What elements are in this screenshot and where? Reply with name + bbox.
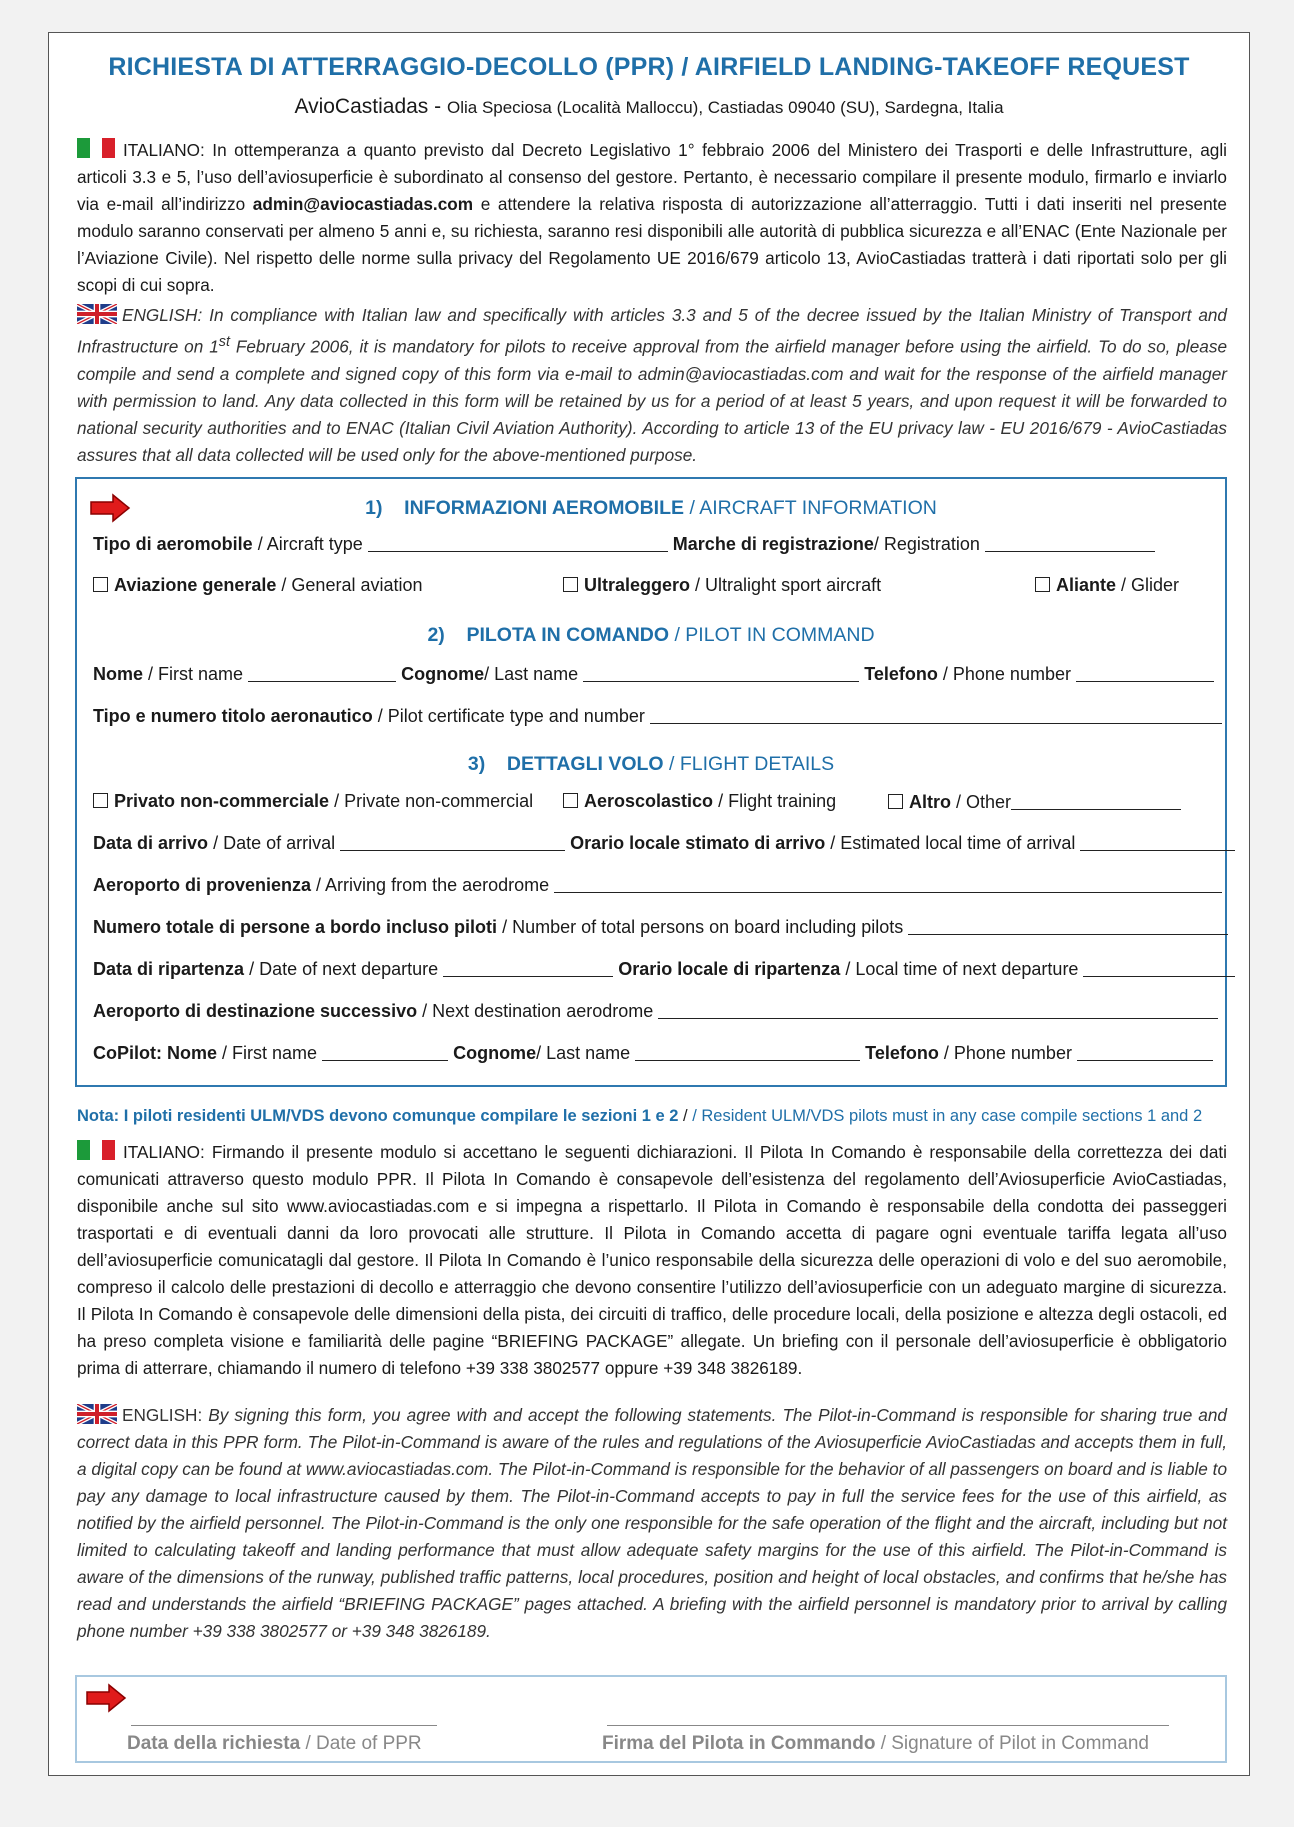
origin-row: Aeroporto di provenienza / Arriving from the aerodrome bbox=[93, 874, 1213, 896]
glider-option[interactable]: Aliante / Glider bbox=[1035, 575, 1179, 596]
org-address: Olia Speciosa (Località Malloccu), Castiadas 09040 (SU), Sardegna, Italia bbox=[446, 98, 1004, 117]
date-signature-line[interactable] bbox=[131, 1725, 437, 1726]
pilot-signature-line[interactable] bbox=[607, 1725, 1169, 1726]
date-of-ppr-label: Data della richiesta / Date of PPR bbox=[127, 1733, 422, 1754]
aircraft-type-field[interactable] bbox=[368, 533, 668, 552]
pilot-last-name-field[interactable] bbox=[583, 663, 859, 682]
pilot-cert-row: Tipo e numero titolo aeronautico / Pilot certificate type and number bbox=[93, 705, 1213, 727]
section-1-heading: 1) INFORMAZIONI AEROMOBILE / AIRCRAFT INFORMATION bbox=[365, 497, 937, 519]
departure-date-field[interactable] bbox=[443, 958, 613, 977]
checkbox[interactable] bbox=[93, 577, 108, 592]
training-option[interactable]: Aeroscolastico / Flight training bbox=[563, 791, 836, 812]
resident-pilots-note: Nota: I piloti residenti ULM/VDS devono comunque compilare le sezioni 1 e 2 / / Resident ULM/VDS pilots must in any case compile sections 1 and 2 bbox=[77, 1107, 1203, 1125]
terms-english: ENGLISH: By signing this form, you agree with and accept the following statements. The Pilot-in-Command is responsible for sharing true and correct data in this PPR form. The Pilot-in-Command is aware of the rules and regulations of the Aviosuperficie AvioCastiadas and accepts them in full, a digital copy can be found at www.aviocastiadas.com. The Pilot-in-Command is responsible for the behavior of all passengers on board and is liable to pay any damage to local infrastructure caused by them. The Pilot-in-Command accepts to pay in full the service fees for the use of this airfield, as notified by the airfield personnel. The Pilot-in-Command is the only one responsible for the safe operation of the flight and the aircraft, including but not limited to calculating takeoff and landing performance that must allow adequate safety margins for the use of this airfield. The Pilot-in-Command is aware of the dimensions of the runway, published traffic patterns, local procedures, position and height of local obstacles, and confirms that he/she has read and understands the airfield “BRIEFING PACKAGE” pages attached. A briefing with the airfield personnel is mandatory prior to arrival by calling phone number +39 338 3802577 or +39 348 3826189. bbox=[77, 1405, 1227, 1641]
uk-flag-icon bbox=[77, 304, 117, 324]
copilot-first-name-field[interactable] bbox=[322, 1042, 448, 1061]
persons-field[interactable] bbox=[908, 916, 1228, 935]
terms-italian: ITALIANO: Firmando il presente modulo si accettano le seguenti dichiarazioni. Il Pilota In Comando è responsabile della correttezza dei dati comunicati attraverso questo modulo PPR. Il Pilota In Comando è consapevole dell’esistenza del regolamento dell’Aviosuperficie AvioCastiadas, disponibile anche sul sito www.aviocastiadas.com e si impegna a rispettarlo. Il Pilota in Comando è responsabile della condotta dei passeggeri trasportati e di eventuali danni da loro provocati alle strutture. Il Pilota in Comando accetta di pagare ogni eventuale tariffa legata all’uso dell’aviosuperficie comunicatagli dal gestore. Il Pilota In Comando è l’unico responsabile della sicurezza delle operazioni di volo e del suo aeromobile, compreso il calcolo delle prestazioni di decollo e atterraggio che devono consentire l’utilizzo dell’aviosuperficie con un adeguato margine di sicurezza. Il Pilota In Comando è consapevole delle dimensioni della pista, dei circuiti di traffico, delle procedure locali, della posizione e altezza degli ostacoli, ed ha preso completa visione e familiarità delle pagine “BRIEFING PACKAGE” allegate. Un briefing con il personale dell’aviosuperficie è obbligatorio prima di atterrare, chiamando il numero di telefono +39 338 3802577 oppure +39 348 3826189. bbox=[77, 1142, 1227, 1378]
intro-italian: ITALIANO: In ottemperanza a quanto previsto dal Decreto Legislativo 1° febbraio 2006 del Ministero dei Trasporti e delle Infrastrutture, agli articoli 3.3 e 5, l’uso dell’aviosuperficie è subordinato al consenso del gestore. Pertanto, è necessario compilare il presente modulo, firmarlo e inviarlo via e-mail all’indirizzo admin@aviocastiadas.com e attendere la relativa risposta di autorizzazione all’atterraggio. Tutti i dati inseriti nel presente modulo saranno conservati per almeno 5 anni e, su richiesta, saranno resi disponibili alle autorità di pubblica sicurezza e all’ENAC (Ente Nazionale per l’Aviazione Civile). Nel rispetto delle norme sulla privacy del Regolamento UE 2016/679 articolo 13, AvioCastiadas tratterà i dati riportati solo per gli scopi di cui sopra. bbox=[77, 140, 1227, 295]
uk-flag-icon bbox=[77, 1404, 117, 1424]
ppr-form-page bbox=[48, 32, 1250, 1776]
italy-flag-icon bbox=[77, 138, 115, 158]
aircraft-row: Tipo di aeromobile / Aircraft type Marche di registrazione/ Registration bbox=[93, 533, 1213, 555]
section-2-heading: 2) PILOTA IN COMANDO / PILOT IN COMMAND bbox=[427, 624, 875, 646]
destination-field[interactable] bbox=[658, 1000, 1218, 1019]
italy-flag-icon bbox=[77, 1140, 115, 1160]
signature-box bbox=[75, 1675, 1227, 1763]
departure-row: Data di ripartenza / Date of next departure Orario locale di ripartenza / Local time of next departure bbox=[93, 958, 1213, 980]
red-arrow-icon bbox=[85, 1683, 127, 1713]
org-name: AvioCastiadas - bbox=[294, 95, 442, 118]
private-option[interactable]: Privato non-commerciale / Private non-commercial bbox=[93, 791, 533, 812]
other-option[interactable]: Altro / Other bbox=[888, 791, 1181, 813]
checkbox[interactable] bbox=[563, 793, 578, 808]
general-aviation-option[interactable]: Aviazione generale / General aviation bbox=[93, 575, 423, 596]
checkbox[interactable] bbox=[1035, 577, 1050, 592]
intro-english: ENGLISH: In compliance with Italian law and specifically with articles 3.3 and 5 of the decree issued by the Italian Ministry of Transport and Infrastructure on 1st February 2006, it is mandatory for pilots to receive approval from the airfield manager before using the airfield. To do so, please compile and send a complete and signed copy of this form via e-mail to admin@aviocastiadas.com and wait for the response of the airfield manager with permission to land. Any data collected in this form will be retained by us for a period of at least 5 years, and upon request it will be forwarded to national security authorities and to ENAC (Italian Civil Aviation Authority). According to article 13 of the EU privacy law - EU 2016/679 - AvioCastiadas assures that all data collected will be used only for the above-mentioned purpose. bbox=[77, 305, 1228, 465]
persons-row: Numero totale di persone a bordo incluso piloti / Number of total persons on board including pilots bbox=[93, 916, 1213, 938]
copilot-phone-field[interactable] bbox=[1077, 1042, 1213, 1061]
email-link[interactable]: admin@aviocastiadas.com bbox=[252, 194, 474, 214]
page-subtitle bbox=[49, 95, 1249, 119]
ultralight-option[interactable]: Ultraleggero / Ultralight sport aircraft bbox=[563, 575, 881, 596]
checkbox[interactable] bbox=[563, 577, 578, 592]
pilot-phone-field[interactable] bbox=[1076, 663, 1214, 682]
section-3-heading: 3) DETTAGLI VOLO / FLIGHT DETAILS bbox=[467, 753, 835, 775]
registration-field[interactable] bbox=[985, 533, 1155, 552]
arrival-row: Data di arrivo / Date of arrival Orario locale stimato di arrivo / Estimated local time of arrival bbox=[93, 832, 1213, 854]
pilot-name-row: Nome / First name Cognome/ Last name Telefono / Phone number bbox=[93, 663, 1213, 685]
pilot-signature-label: Firma del Pilota in Commando / Signature of Pilot in Command bbox=[602, 1733, 1149, 1754]
origin-field[interactable] bbox=[554, 874, 1222, 893]
form-box bbox=[75, 477, 1227, 1087]
checkbox[interactable] bbox=[888, 794, 903, 809]
destination-row: Aeroporto di destinazione successivo / Next destination aerodrome bbox=[93, 1000, 1213, 1022]
departure-time-field[interactable] bbox=[1083, 958, 1235, 977]
other-field[interactable] bbox=[1011, 791, 1181, 810]
pilot-first-name-field[interactable] bbox=[248, 663, 396, 682]
page-title: RICHIESTA DI ATTERRAGGIO-DECOLLO (PPR) / AIRFIELD LANDING-TAKEOFF REQUEST bbox=[108, 53, 1190, 81]
arrival-date-field[interactable] bbox=[340, 832, 565, 851]
checkbox[interactable] bbox=[93, 793, 108, 808]
copilot-last-name-field[interactable] bbox=[635, 1042, 860, 1061]
arrival-time-field[interactable] bbox=[1080, 832, 1235, 851]
pilot-cert-field[interactable] bbox=[650, 705, 1222, 724]
copilot-row: CoPilot: Nome / First name Cognome/ Last name Telefono / Phone number bbox=[93, 1042, 1213, 1064]
